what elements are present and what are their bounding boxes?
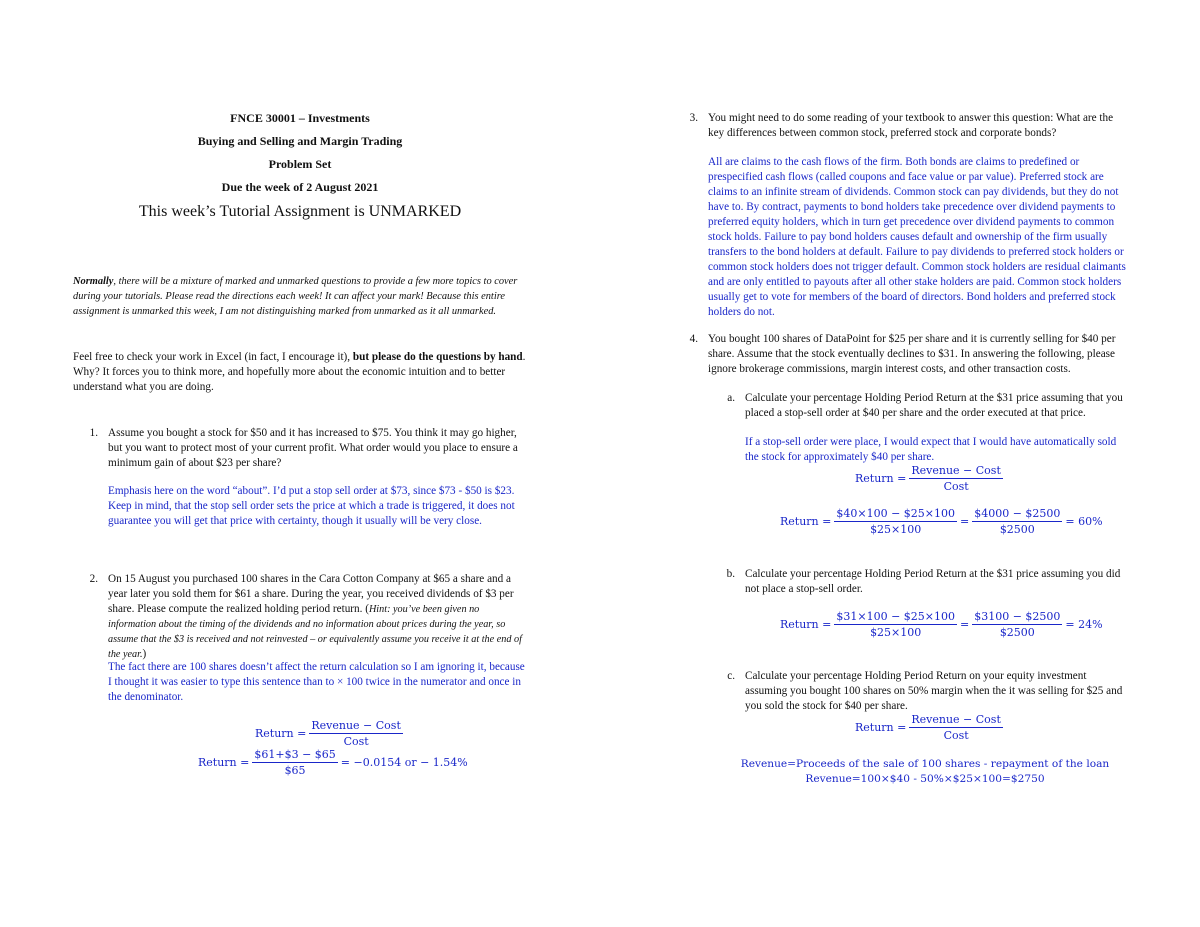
fraction-denominator: Cost bbox=[943, 729, 969, 742]
equation-lhs: Return = bbox=[855, 721, 907, 734]
equation-fraction-2 bbox=[972, 609, 1062, 640]
fraction-denominator: $65 bbox=[284, 764, 306, 777]
fraction-denominator: Cost bbox=[343, 735, 369, 748]
equation-result: = −0.0154 or − 1.54% bbox=[340, 756, 468, 769]
qc-label: c. bbox=[727, 670, 735, 682]
q2-close: ) bbox=[142, 648, 147, 660]
equation-fraction bbox=[834, 506, 957, 537]
equation-result: = 24% bbox=[1065, 618, 1103, 631]
equation-equals: = bbox=[960, 515, 970, 528]
q3-text: You might need to do some reading of your textbook to answer this question: What are the key differences between common stock, preferred stock and corporate bonds? bbox=[708, 112, 1114, 139]
fraction-denominator: $2500 bbox=[999, 523, 1035, 536]
q4-number: 4. bbox=[689, 333, 698, 345]
fraction-numerator: $3100 − $2500 bbox=[974, 610, 1061, 623]
fraction-denominator: Cost bbox=[943, 480, 969, 493]
q2-equation-numeric bbox=[198, 747, 468, 778]
normally-text: , there will be a mixture of marked and unmarked questions to provide a few more topics to cover during your tutorials. Please read the directions each week! It can affect your mark! Because this entire assignment is unmarked this week, I am not distinguishing marked from unmarked as it all unmarked. bbox=[73, 276, 518, 317]
q3-answer: All are claims to the cash flows of the firm. Both bonds are claims to predefined or prespecified cash flows (called coupons and face value or par value). Preferred stock are claims to an infinite stream of dividends. Common stock can pay dividends, but they do not have to. By contract, payments to bond holders take precedence over dividend payments to preferred equity holders, which in turn get precedence over dividend payments to common stock holds. Failure to pay bond holders causes default and ownership of the firm usually transfers to the bond holders at default. Failure to pay dividends to preferred stock holders or common stock holders does not trigger default. Common stock holders are residual claimants and are only entitled to payouts after all other stake holders are paid. Common stock holders usually get to vote for members of the board of directors. Bond holders and preferred stock holders do not. bbox=[708, 156, 1126, 318]
qa-answer: If a stop-sell order were place, I would expect that I would have automatically sold the stock for approximately $40 per share. bbox=[745, 436, 1117, 463]
set-type-heading: Problem Set bbox=[268, 157, 332, 171]
qc-revenue-definition: Revenue=Proceeds of the sale of 100 shares - repayment of the loan bbox=[740, 758, 1110, 770]
course-heading: FNCE 30001 – Investments bbox=[230, 111, 370, 125]
q1-text: Assume you bought a stock for $50 and it has increased to $75. You think it may go higher, but you want to protect most of your current profit. What order would you place to ensure a minimum gain of about $23 per share? bbox=[108, 427, 518, 469]
excel-post: . Why? It forces you to think more, and hopefully more about the economic intuition and to better understand what you are doing. bbox=[73, 351, 526, 393]
q2-hint: Hint: you’ve been given no information about the timing of the dividends and no information about prices during the year, so assume that the $3 is received and not reinvested – or equivalently assume you receive it at the end of the year. bbox=[108, 604, 522, 660]
q3-number: 3. bbox=[689, 112, 698, 124]
q2-text bbox=[108, 572, 528, 662]
equation-fraction bbox=[309, 718, 403, 749]
topic-heading: Buying and Selling and Margin Trading bbox=[197, 134, 403, 148]
q1-answer: Emphasis here on the word “about”. I’d put a stop sell order at $73, since $73 - $50 is $23. Keep in mind, that the stop sell order sets the price at which a trade is triggered, it does not guarantee you will get that price with certainty, though it usually will be very close. bbox=[108, 485, 515, 527]
qc-revenue-calculation: Revenue=100×$40 - 50%×$25×100=$2750 bbox=[805, 773, 1045, 785]
equation-fraction-2 bbox=[972, 506, 1062, 537]
fraction-denominator: $25×100 bbox=[870, 523, 922, 536]
fraction-numerator: Revenue − Cost bbox=[911, 464, 1001, 477]
fraction-numerator: $40×100 − $25×100 bbox=[836, 507, 955, 520]
equation-result: = 60% bbox=[1065, 515, 1103, 528]
qa-label: a. bbox=[727, 392, 735, 404]
equation-lhs: Return = bbox=[198, 756, 250, 769]
qb-equation bbox=[780, 609, 1103, 640]
fraction-numerator: $61+$3 − $65 bbox=[254, 748, 336, 761]
excel-paragraph bbox=[73, 350, 528, 395]
fraction-numerator: Revenue − Cost bbox=[311, 719, 401, 732]
fraction-numerator: $4000 − $2500 bbox=[974, 507, 1061, 520]
q2-answer: The fact there are 100 shares doesn’t affect the return calculation so I am ignoring it, because I thought it was easier to type this sentence than to × 100 twice in the numerator and once in the denominator. bbox=[108, 661, 525, 703]
due-date-heading: Due the week of 2 August 2021 bbox=[221, 180, 379, 194]
qc-equation bbox=[855, 712, 1006, 743]
fraction-numerator: Revenue − Cost bbox=[911, 713, 1001, 726]
qb-label: b. bbox=[726, 568, 735, 580]
normally-paragraph bbox=[73, 274, 528, 319]
qa-equation-general bbox=[855, 463, 1006, 494]
q2-number: 2. bbox=[89, 573, 98, 585]
qc-text: Calculate your percentage Holding Period Return on your equity investment assuming you bought 100 shares on 50% margin when the it was selling for $25 and you sold the stock for $40 per share. bbox=[745, 670, 1123, 712]
excel-pre: Feel free to check your work in Excel (in fact, I encourage it), bbox=[73, 351, 353, 363]
equation-fraction bbox=[909, 712, 1003, 743]
equation-lhs: Return = bbox=[780, 618, 832, 631]
equation-fraction bbox=[252, 747, 337, 778]
equation-lhs: Return = bbox=[255, 727, 307, 740]
qb-text: Calculate your percentage Holding Period Return at the $31 price assuming you did not place a stop-sell order. bbox=[745, 568, 1121, 595]
q2-equation-general bbox=[255, 718, 406, 749]
fraction-denominator: $2500 bbox=[999, 626, 1035, 639]
q2-question: On 15 August you purchased 100 shares in the Cara Cotton Company at $65 a share and a year later you sold them for $61 a share. During the year, you received dividends of $3 per share. Please compute the realized holding period return. ( bbox=[108, 573, 514, 615]
tutorial-notice: This week’s Tutorial Assignment is UNMARKED bbox=[138, 203, 462, 220]
fraction-numerator: $31×100 − $25×100 bbox=[836, 610, 955, 623]
q1-number: 1. bbox=[89, 427, 98, 439]
equation-lhs: Return = bbox=[780, 515, 832, 528]
fraction-denominator: $25×100 bbox=[870, 626, 922, 639]
qa-equation-numeric bbox=[780, 506, 1103, 537]
right-page bbox=[600, 0, 1200, 927]
equation-equals: = bbox=[960, 618, 970, 631]
normally-lead: Normally bbox=[73, 276, 114, 287]
q4-text: You bought 100 shares of DataPoint for $25 per share and it is currently selling for $40 per share. Assume that the stock eventually declines to $31. In answering the following, please ignore brokerage commissions, margin interest costs, and other transaction costs. bbox=[708, 333, 1116, 375]
equation-fraction bbox=[834, 609, 957, 640]
qa-text: Calculate your percentage Holding Period Return at the $31 price assuming that you placed a stop-sell order at $40 per share and the order executed at that price. bbox=[745, 392, 1123, 419]
equation-fraction bbox=[909, 463, 1003, 494]
excel-bold: but please do the questions by hand bbox=[352, 351, 523, 363]
equation-lhs: Return = bbox=[855, 472, 907, 485]
